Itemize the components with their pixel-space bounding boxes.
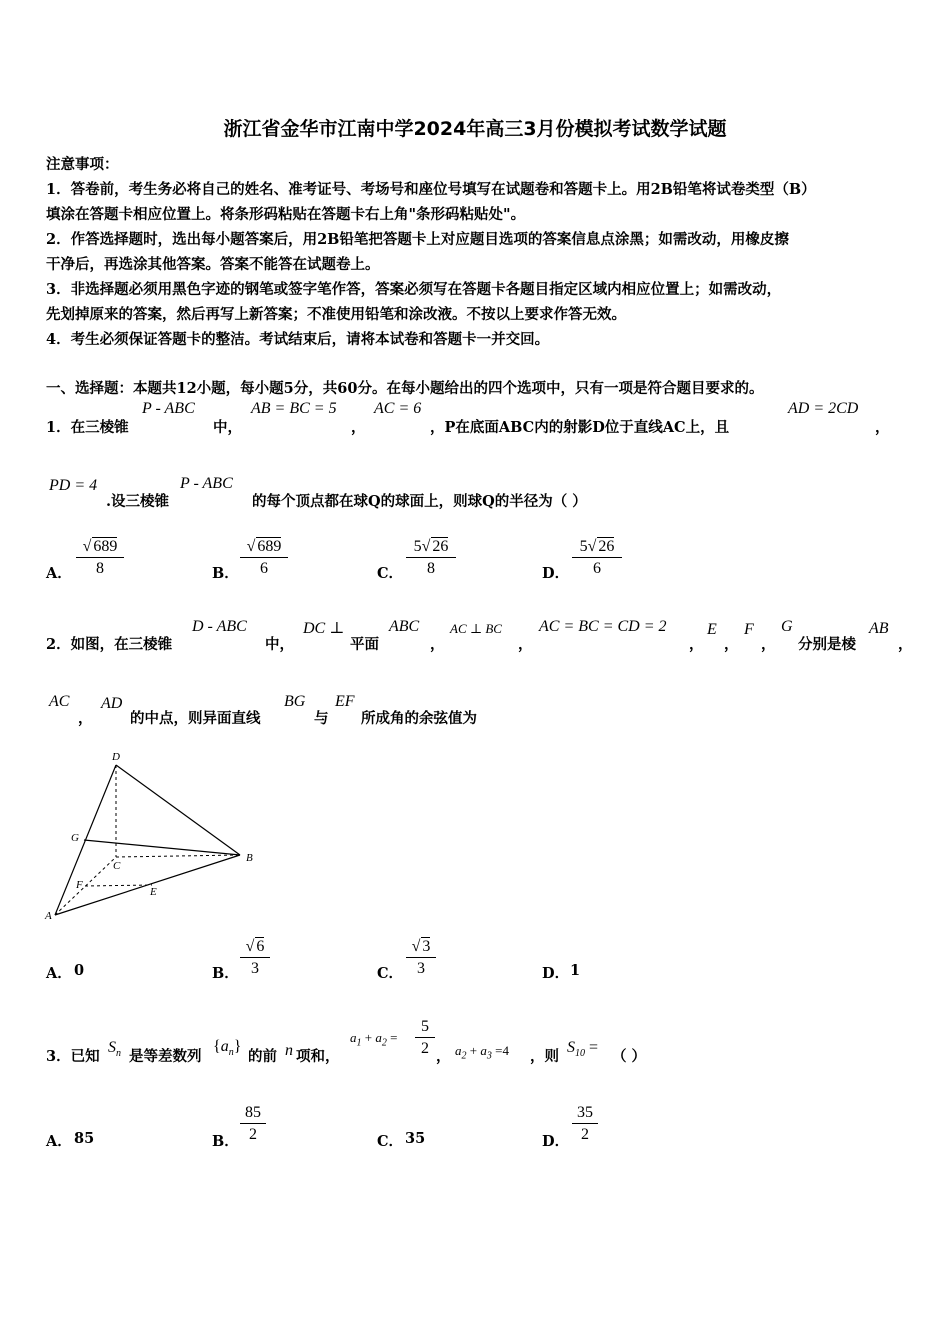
label-f: F (76, 879, 83, 891)
q1-text-4: ，P在底面ABC内的射影D位于直线AC上，且 (430, 419, 730, 436)
q3-text-6: ，则 (530, 1048, 559, 1065)
q2-text-10: ， (898, 636, 913, 653)
notice-line-1a: 1．答卷前，考生务必将自己的姓名、准考证号、考场号和座位号填写在试题卷和答题卡上。用2B铅笔将试卷类型（B） (46, 181, 816, 198)
q2-math-2: DC ⊥ (303, 620, 345, 637)
label-d: D (112, 751, 120, 763)
q2-math-3: ABC (389, 618, 420, 635)
q1-math-3: AC = 6 (374, 400, 422, 417)
q2-option-a-value: 0 (74, 962, 85, 979)
notice-line-1b: 填涂在答题卡相应位置上。将条形码粘贴在答题卡右上角"条形码粘贴处"。 (46, 206, 526, 223)
q3-math-s10: $S_{10}$ = (567, 1039, 599, 1060)
q1-text-5: ， (875, 419, 890, 436)
q1-option-a-value: $\frac{√ 689}{8}$ (76, 537, 124, 578)
q1-option-d-label: D． (542, 565, 570, 582)
q2-text-9: 分别是棱 (798, 636, 856, 653)
q1-option-a-label: A． (46, 565, 72, 582)
q2-text-14: 所成角的余弦值为 (361, 710, 477, 727)
q1-math-6: P - ABC (180, 475, 233, 492)
q3-option-b-label: B． (212, 1133, 239, 1150)
notice-line-2a: 2．作答选择题时，选出每小题答案后，用2B铅笔把答题卡上对应题目选项的答案信息点涂黑；如需改动，用橡皮擦 (46, 231, 789, 248)
q2-option-b-label: B． (212, 965, 239, 982)
notice-line-3a: 3．非选择题必须用黑色字迹的钢笔或签字笔作答，答案必须写在答题卡各题目指定区域内相应位置上；如需改动， (46, 281, 782, 298)
q2-text-6: ， (689, 636, 704, 653)
q2-math-1: D - ABC (192, 618, 247, 635)
q3-text-7: （ ） (612, 1048, 647, 1065)
q1-text-3: ， (351, 419, 366, 436)
q2-math-9: AB (869, 620, 889, 637)
tetrahedron-figure (40, 745, 270, 925)
q1-text-6: .设三棱锥 (106, 493, 170, 510)
q3-option-a-label: A． (46, 1133, 72, 1150)
q1-text-2: 中， (213, 419, 242, 436)
label-c: C (113, 860, 121, 872)
q2-math-4: AC ⊥ BC (450, 621, 502, 636)
q3-option-c-label: C． (377, 1133, 404, 1150)
q2-math-7: F (744, 621, 754, 638)
q3-math-a2a3: $a_2 + a_3 =4$ (455, 1043, 509, 1062)
section-heading: 一、选择题：本题共12小题，每小题5分，共60分。在每小题给出的四个选项中，只有一项是符合题目要求的。 (46, 380, 764, 397)
q2-text-12: 的中点，则异面直线 (130, 710, 261, 727)
q1-option-c-value: $\frac{5√ 26}{8}$ (406, 537, 456, 578)
q2-math-8: G (781, 618, 793, 635)
q2-option-c-value: $\frac{√ 3}{3}$ (406, 937, 436, 978)
q3-math-sn: $S_n$ (108, 1039, 121, 1060)
notice-line-3b: 先划掉原来的答案，然后再写上新答案；不准使用铅笔和涂改液。不按以上要求作答无效。 (46, 306, 626, 323)
q3-option-d-label: D． (542, 1133, 570, 1150)
q2-text-11: ， (78, 710, 93, 727)
q2-math-11: AD (101, 695, 123, 712)
q1-option-c-label: C． (377, 565, 404, 582)
q2-text-2: 中， (265, 636, 294, 653)
q1-math-1: P - ABC (142, 400, 195, 417)
q1-math-5: PD = 4 (49, 477, 98, 494)
notice-heading: 注意事项： (46, 156, 119, 173)
q3-option-d-value: $\frac{35}{2}$ (572, 1104, 598, 1144)
q3-text-5: ， (436, 1048, 451, 1065)
q2-text-5: ， (518, 636, 533, 653)
q1-option-b-value: $\frac{√ 689}{6}$ (240, 537, 288, 578)
q3-option-a-value: 85 (74, 1130, 95, 1147)
q3-text-2: 是等差数列 (129, 1048, 202, 1065)
q2-option-d-label: D． (542, 965, 570, 982)
q1-text-1: 1．在三棱锥 (46, 419, 129, 436)
q2-math-5: AC = BC = CD = 2 (539, 618, 667, 635)
q1-text-7: 的每个顶点都在球Q的球面上，则球Q的半径为（ ） (252, 493, 587, 510)
q3-text-4: 项和， (296, 1048, 340, 1065)
q1-math-2: AB = BC = 5 (251, 400, 337, 417)
q2-math-6: E (707, 621, 717, 638)
q1-math-4: AD = 2CD (788, 400, 859, 417)
q2-text-1: 2．如图，在三棱锥 (46, 636, 173, 653)
q2-option-a-label: A． (46, 965, 72, 982)
q2-text-8: ， (761, 636, 776, 653)
notice-line-2b: 干净后，再选涂其他答案。答案不能答在试题卷上。 (46, 256, 380, 273)
q3-math-frac: $\frac{5}{2}$ (415, 1018, 435, 1058)
q3-option-c-value: 35 (405, 1130, 426, 1147)
q2-math-12: BG (284, 693, 306, 710)
q1-option-b-label: B． (212, 565, 239, 582)
q3-math-n: n (285, 1042, 293, 1059)
q3-text-3: 的前 (248, 1048, 277, 1065)
q2-option-c-label: C． (377, 965, 404, 982)
label-b: B (246, 852, 253, 864)
q2-text-4: ， (430, 636, 445, 653)
q3-math-an: $\{a_n\}$ (213, 1038, 242, 1059)
label-e: E (150, 886, 157, 898)
page-title: 浙江省金华市江南中学2024年高三3月份模拟考试数学试题 (223, 118, 727, 140)
q2-math-10: AC (49, 693, 70, 710)
label-g: G (71, 832, 79, 844)
notice-line-4: 4．考生必须保证答题卡的整洁。考试结束后，请将本试卷和答题卡一并交回。 (46, 331, 550, 348)
q3-math-a1a2: $a_1 + a_2$ = (350, 1030, 398, 1049)
q2-text-3: 平面 (350, 636, 379, 653)
label-a: A (45, 910, 52, 922)
q2-text-7: ， (724, 636, 739, 653)
q2-math-13: EF (335, 693, 355, 710)
q2-option-d-value: 1 (570, 962, 581, 979)
q1-option-d-value: $\frac{5√ 26}{6}$ (572, 537, 622, 578)
q2-option-b-value: $\frac{√ 6}{3}$ (240, 937, 270, 978)
q3-text-1: 3．已知 (46, 1048, 100, 1065)
q2-text-13: 与 (314, 710, 329, 727)
q3-option-b-value: $\frac{85}{2}$ (240, 1104, 266, 1144)
